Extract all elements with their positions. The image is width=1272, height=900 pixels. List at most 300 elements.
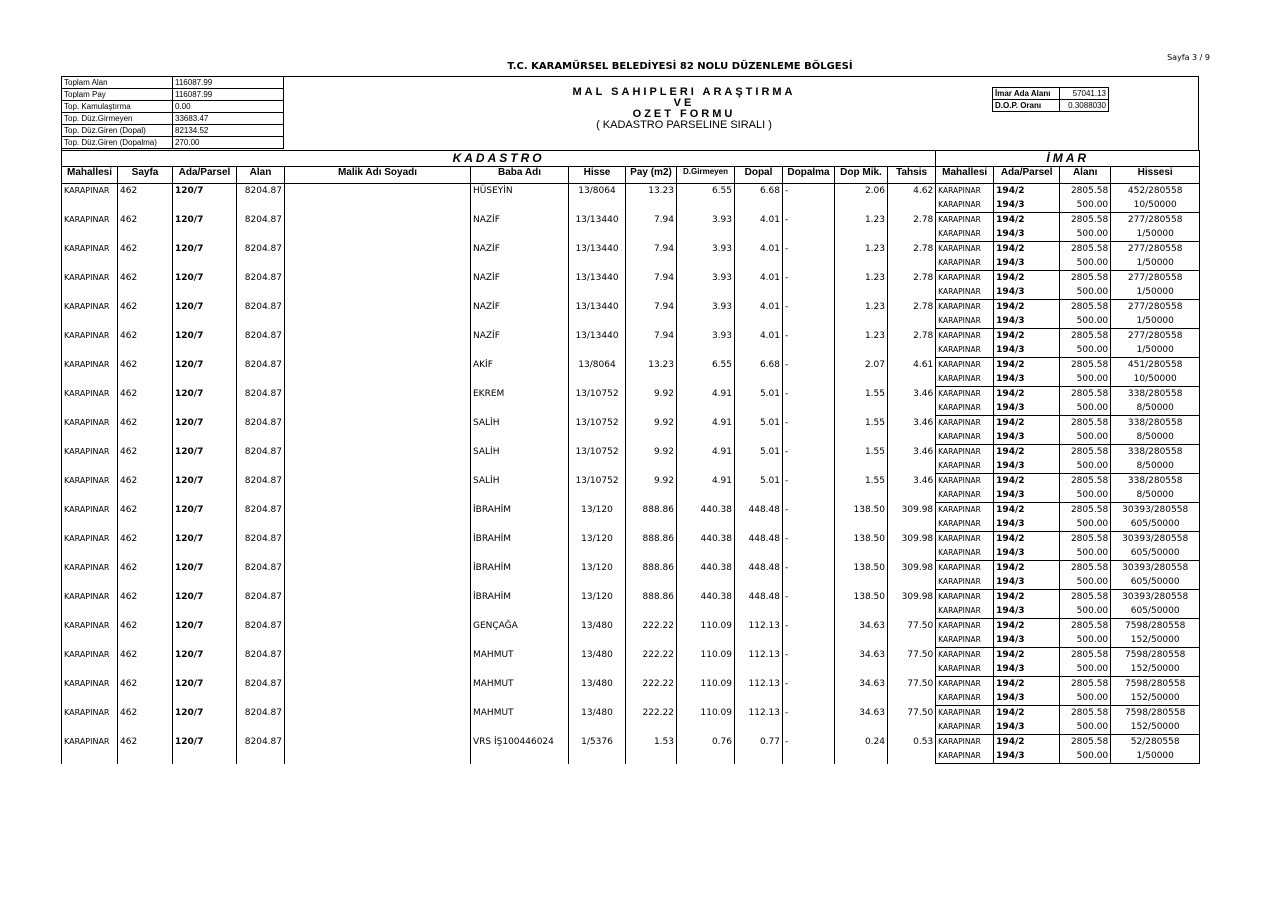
- cell-imar-mahallesi: KARAPINAR: [936, 401, 994, 416]
- cell-imar-hissesi: 152/50000: [1111, 691, 1200, 706]
- cell-imar-ada-parsel: 194/3: [994, 198, 1060, 213]
- cell-dopalma: -: [783, 271, 835, 300]
- cell-imar-alani: 2805.58: [1060, 706, 1111, 721]
- cell-imar-alani: 500.00: [1060, 314, 1111, 329]
- cell-imar-mahallesi: KARAPINAR: [936, 488, 994, 503]
- cell-mahallesi: KARAPINAR: [62, 387, 118, 416]
- cell-imar-alani: 500.00: [1060, 488, 1111, 503]
- cell-baba: SALİH: [471, 474, 569, 503]
- cell-imar-hissesi: 277/280558: [1111, 329, 1200, 344]
- cell-sayfa: 462: [118, 648, 173, 677]
- imar-info-box: [992, 87, 1109, 112]
- cell-dgirmeyen: 440.38: [677, 532, 735, 561]
- cell-imar-mahallesi: KARAPINAR: [936, 184, 994, 199]
- cell-sayfa: 462: [118, 271, 173, 300]
- cell-tahsis: 2.78: [888, 300, 936, 329]
- cell-imar-ada-parsel: 194/2: [994, 213, 1060, 228]
- cell-imar-ada-parsel: 194/2: [994, 677, 1060, 692]
- cell-dopalma: -: [783, 677, 835, 706]
- cell-imar-mahallesi: KARAPINAR: [936, 271, 994, 286]
- cell-imar-alani: 2805.58: [1060, 735, 1111, 750]
- cell-imar-ada-parsel: 194/3: [994, 604, 1060, 619]
- cell-dopal: 112.13: [735, 706, 783, 735]
- cell-imar-mahallesi: KARAPINAR: [936, 416, 994, 431]
- cell-ada-parsel: 120/7: [173, 503, 237, 532]
- cell-dopalma: -: [783, 503, 835, 532]
- summary-label: Top. Düz.Girmeyen: [62, 113, 173, 125]
- cell-imar-ada-parsel: 194/2: [994, 445, 1060, 460]
- cell-dgirmeyen: 3.93: [677, 329, 735, 358]
- cell-dgirmeyen: 440.38: [677, 503, 735, 532]
- cell-imar-ada-parsel: 194/2: [994, 561, 1060, 576]
- table-row: [62, 271, 1200, 286]
- table-row: [62, 358, 1200, 373]
- cell-imar-alani: 500.00: [1060, 691, 1111, 706]
- cell-dopmik: 34.63: [835, 648, 888, 677]
- cell-dgirmeyen: 3.93: [677, 213, 735, 242]
- table-row: [62, 474, 1200, 489]
- form-title: [284, 87, 1084, 131]
- cell-dopalma: -: [783, 735, 835, 764]
- cell-imar-ada-parsel: 194/3: [994, 749, 1060, 764]
- summary-label: Top. Düz.Giren (Dopalma): [62, 137, 173, 149]
- section-imar: İMAR: [936, 151, 1200, 167]
- cell-imar-ada-parsel: 194/3: [994, 256, 1060, 271]
- cell-sayfa: 462: [118, 561, 173, 590]
- cell-hisse: 13/10752: [569, 416, 626, 445]
- cell-pay: 222.22: [626, 706, 677, 735]
- cell-dopmik: 2.07: [835, 358, 888, 387]
- cell-imar-ada-parsel: 194/3: [994, 633, 1060, 648]
- cell-imar-alani: 2805.58: [1060, 561, 1111, 576]
- cell-baba: İBRAHİM: [471, 532, 569, 561]
- cell-malik: [285, 416, 471, 445]
- cell-imar-alani: 500.00: [1060, 343, 1111, 358]
- cell-sayfa: 462: [118, 329, 173, 358]
- cell-imar-alani: 2805.58: [1060, 213, 1111, 228]
- cell-pay: 13.23: [626, 184, 677, 213]
- cell-dopal: 5.01: [735, 474, 783, 503]
- cell-mahallesi: KARAPINAR: [62, 735, 118, 764]
- cell-pay: 7.94: [626, 271, 677, 300]
- cell-sayfa: 462: [118, 735, 173, 764]
- cell-dopal: 448.48: [735, 590, 783, 619]
- cell-alan: 8204.87: [237, 590, 285, 619]
- cell-hisse: 13/10752: [569, 387, 626, 416]
- cell-imar-hissesi: 7598/280558: [1111, 677, 1200, 692]
- cell-imar-mahallesi: KARAPINAR: [936, 633, 994, 648]
- page-number: Sayfa 3 / 9: [1167, 53, 1210, 62]
- cell-alan: 8204.87: [237, 561, 285, 590]
- cell-alan: 8204.87: [237, 329, 285, 358]
- cell-mahallesi: KARAPINAR: [62, 648, 118, 677]
- table-row: [62, 242, 1200, 257]
- cell-dgirmeyen: 110.09: [677, 706, 735, 735]
- cell-pay: 888.86: [626, 590, 677, 619]
- cell-imar-ada-parsel: 194/3: [994, 314, 1060, 329]
- cell-hisse: 13/8064: [569, 358, 626, 387]
- cell-imar-hissesi: 1/50000: [1111, 343, 1200, 358]
- table-row: [62, 648, 1200, 663]
- cell-imar-ada-parsel: 194/2: [994, 503, 1060, 518]
- table-row: [62, 416, 1200, 431]
- cell-imar-mahallesi: KARAPINAR: [936, 517, 994, 532]
- cell-imar-alani: 2805.58: [1060, 445, 1111, 460]
- summary-row: [62, 77, 284, 89]
- cell-mahallesi: KARAPINAR: [62, 358, 118, 387]
- cell-dopal: 4.01: [735, 213, 783, 242]
- col-imar-alani: Alanı: [1060, 167, 1111, 184]
- cell-baba: SALİH: [471, 416, 569, 445]
- cell-imar-ada-parsel: 194/2: [994, 590, 1060, 605]
- cell-hisse: 13/13440: [569, 213, 626, 242]
- cell-tahsis: 309.98: [888, 532, 936, 561]
- cell-imar-ada-parsel: 194/3: [994, 662, 1060, 677]
- cell-malik: [285, 329, 471, 358]
- cell-imar-hissesi: 8/50000: [1111, 488, 1200, 503]
- cell-imar-ada-parsel: 194/3: [994, 343, 1060, 358]
- cell-dgirmeyen: 4.91: [677, 387, 735, 416]
- cell-imar-hissesi: 277/280558: [1111, 213, 1200, 228]
- cell-imar-hissesi: 277/280558: [1111, 242, 1200, 257]
- cell-ada-parsel: 120/7: [173, 590, 237, 619]
- cell-baba: NAZİF: [471, 242, 569, 271]
- col-dopalma: Dopalma: [783, 167, 835, 184]
- cell-imar-hissesi: 1/50000: [1111, 256, 1200, 271]
- cell-imar-alani: 500.00: [1060, 575, 1111, 590]
- cell-dgirmeyen: 440.38: [677, 561, 735, 590]
- cell-imar-mahallesi: KARAPINAR: [936, 300, 994, 315]
- cell-ada-parsel: 120/7: [173, 329, 237, 358]
- table-row: [62, 445, 1200, 460]
- cell-dgirmeyen: 110.09: [677, 619, 735, 648]
- cell-tahsis: 2.78: [888, 213, 936, 242]
- cell-hisse: 13/10752: [569, 445, 626, 474]
- cell-imar-alani: 500.00: [1060, 546, 1111, 561]
- cell-alan: 8204.87: [237, 532, 285, 561]
- cell-imar-mahallesi: KARAPINAR: [936, 242, 994, 257]
- cell-imar-hissesi: 30393/280558: [1111, 503, 1200, 518]
- summary-value: 116087.99: [173, 77, 284, 89]
- cell-dopalma: -: [783, 242, 835, 271]
- cell-imar-hissesi: 1/50000: [1111, 749, 1200, 764]
- cell-dopmik: 138.50: [835, 503, 888, 532]
- cell-dopmik: 1.23: [835, 213, 888, 242]
- cell-dopal: 448.48: [735, 503, 783, 532]
- col-imar-hissesi: Hissesi: [1111, 167, 1200, 184]
- cell-imar-ada-parsel: 194/3: [994, 372, 1060, 387]
- cell-imar-alani: 500.00: [1060, 227, 1111, 242]
- section-header-row: [62, 151, 1200, 167]
- cell-imar-mahallesi: KARAPINAR: [936, 648, 994, 663]
- cell-imar-ada-parsel: 194/2: [994, 271, 1060, 286]
- col-baba: Baba Adı: [471, 167, 569, 184]
- cell-ada-parsel: 120/7: [173, 474, 237, 503]
- cell-dgirmeyen: 3.93: [677, 242, 735, 271]
- table-row: [62, 706, 1200, 721]
- cell-dgirmeyen: 440.38: [677, 590, 735, 619]
- summary-label: Toplam Alan: [62, 77, 173, 89]
- cell-imar-hissesi: 605/50000: [1111, 546, 1200, 561]
- cell-malik: [285, 648, 471, 677]
- cell-imar-ada-parsel: 194/3: [994, 575, 1060, 590]
- dop-orani-value: 0.3088030: [1060, 100, 1109, 112]
- cell-imar-hissesi: 338/280558: [1111, 474, 1200, 489]
- cell-dopal: 5.01: [735, 416, 783, 445]
- table-row: [62, 735, 1200, 750]
- cell-imar-ada-parsel: 194/2: [994, 416, 1060, 431]
- cell-dgirmeyen: 6.55: [677, 184, 735, 213]
- cell-imar-alani: 500.00: [1060, 430, 1111, 445]
- table-row: [62, 532, 1200, 547]
- cell-ada-parsel: 120/7: [173, 735, 237, 764]
- cell-baba: EKREM: [471, 387, 569, 416]
- cell-pay: 888.86: [626, 532, 677, 561]
- cell-imar-alani: 500.00: [1060, 662, 1111, 677]
- cell-imar-hissesi: 277/280558: [1111, 271, 1200, 286]
- cell-tahsis: 77.50: [888, 706, 936, 735]
- cell-tahsis: 77.50: [888, 648, 936, 677]
- cell-imar-ada-parsel: 194/3: [994, 488, 1060, 503]
- cell-baba: İBRAHİM: [471, 503, 569, 532]
- cell-pay: 888.86: [626, 561, 677, 590]
- cell-alan: 8204.87: [237, 474, 285, 503]
- cell-pay: 9.92: [626, 387, 677, 416]
- cell-hisse: 13/13440: [569, 271, 626, 300]
- cell-imar-hissesi: 451/280558: [1111, 358, 1200, 373]
- cell-dopalma: -: [783, 474, 835, 503]
- cell-pay: 9.92: [626, 416, 677, 445]
- cell-malik: [285, 590, 471, 619]
- cell-tahsis: 0.53: [888, 735, 936, 764]
- cell-mahallesi: KARAPINAR: [62, 677, 118, 706]
- cell-imar-mahallesi: KARAPINAR: [936, 677, 994, 692]
- cell-imar-ada-parsel: 194/3: [994, 285, 1060, 300]
- cell-baba: GENÇAĞA: [471, 619, 569, 648]
- summary-table: [62, 77, 284, 149]
- form-title-line4: ( KADASTRO PARSELINE SIRALI ): [596, 119, 772, 131]
- cell-mahallesi: KARAPINAR: [62, 184, 118, 213]
- cell-pay: 13.23: [626, 358, 677, 387]
- cell-tahsis: 77.50: [888, 619, 936, 648]
- table-row: [62, 184, 1200, 199]
- cell-malik: [285, 300, 471, 329]
- cell-imar-hissesi: 152/50000: [1111, 720, 1200, 735]
- cell-sayfa: 462: [118, 503, 173, 532]
- cell-baba: NAZİF: [471, 271, 569, 300]
- cell-imar-hissesi: 452/280558: [1111, 184, 1200, 199]
- cell-dopal: 5.01: [735, 387, 783, 416]
- cell-dopmik: 34.63: [835, 677, 888, 706]
- cell-imar-hissesi: 338/280558: [1111, 387, 1200, 402]
- cell-alan: 8204.87: [237, 213, 285, 242]
- cell-malik: [285, 242, 471, 271]
- cell-imar-hissesi: 338/280558: [1111, 416, 1200, 431]
- cell-dopal: 112.13: [735, 677, 783, 706]
- cell-alan: 8204.87: [237, 445, 285, 474]
- cell-tahsis: 3.46: [888, 445, 936, 474]
- cell-imar-mahallesi: KARAPINAR: [936, 387, 994, 402]
- cell-imar-mahallesi: KARAPINAR: [936, 445, 994, 460]
- cell-hisse: 13/120: [569, 532, 626, 561]
- cell-imar-mahallesi: KARAPINAR: [936, 575, 994, 590]
- cell-imar-mahallesi: KARAPINAR: [936, 227, 994, 242]
- cell-hisse: 13/13440: [569, 242, 626, 271]
- cell-tahsis: 4.61: [888, 358, 936, 387]
- cell-imar-hissesi: 8/50000: [1111, 401, 1200, 416]
- cell-tahsis: 2.78: [888, 242, 936, 271]
- cell-dopal: 448.48: [735, 532, 783, 561]
- cell-imar-mahallesi: KARAPINAR: [936, 285, 994, 300]
- cell-hisse: 13/120: [569, 590, 626, 619]
- dop-orani-label: D.O.P. Oranı: [993, 100, 1060, 112]
- cell-tahsis: 2.78: [888, 329, 936, 358]
- cell-pay: 888.86: [626, 503, 677, 532]
- cell-dopmik: 1.55: [835, 445, 888, 474]
- section-kadastro: KADASTRO: [62, 151, 936, 167]
- cell-imar-ada-parsel: 194/3: [994, 517, 1060, 532]
- cell-mahallesi: KARAPINAR: [62, 445, 118, 474]
- cell-tahsis: 309.98: [888, 503, 936, 532]
- cell-tahsis: 3.46: [888, 416, 936, 445]
- cell-sayfa: 462: [118, 242, 173, 271]
- col-mahallesi: Mahallesi: [62, 167, 118, 184]
- cell-imar-mahallesi: KARAPINAR: [936, 329, 994, 344]
- cell-malik: [285, 184, 471, 213]
- summary-value: 116087.99: [173, 89, 284, 101]
- cell-dopmik: 1.55: [835, 387, 888, 416]
- cell-malik: [285, 532, 471, 561]
- cell-imar-ada-parsel: 194/2: [994, 329, 1060, 344]
- cell-malik: [285, 474, 471, 503]
- summary-row: [62, 89, 284, 101]
- cell-dopmik: 1.23: [835, 329, 888, 358]
- cell-imar-alani: 2805.58: [1060, 503, 1111, 518]
- cell-baba: NAZİF: [471, 300, 569, 329]
- cell-ada-parsel: 120/7: [173, 271, 237, 300]
- cell-tahsis: 2.78: [888, 271, 936, 300]
- cell-imar-ada-parsel: 194/3: [994, 720, 1060, 735]
- cell-dopmik: 1.23: [835, 300, 888, 329]
- table-row: [62, 329, 1200, 344]
- column-header-row: [62, 167, 1200, 184]
- cell-tahsis: 4.62: [888, 184, 936, 213]
- cell-imar-mahallesi: KARAPINAR: [936, 662, 994, 677]
- cell-ada-parsel: 120/7: [173, 242, 237, 271]
- cell-imar-ada-parsel: 194/2: [994, 532, 1060, 547]
- cell-imar-mahallesi: KARAPINAR: [936, 256, 994, 271]
- cell-alan: 8204.87: [237, 619, 285, 648]
- summary-value: 33683.47: [173, 113, 284, 125]
- summary-row: [62, 113, 284, 125]
- cell-sayfa: 462: [118, 184, 173, 213]
- parcel-table: [61, 150, 1200, 764]
- cell-imar-alani: 500.00: [1060, 517, 1111, 532]
- cell-imar-hissesi: 10/50000: [1111, 372, 1200, 387]
- cell-dopmik: 1.23: [835, 271, 888, 300]
- cell-malik: [285, 503, 471, 532]
- cell-ada-parsel: 120/7: [173, 648, 237, 677]
- cell-imar-alani: 2805.58: [1060, 358, 1111, 373]
- cell-dopal: 4.01: [735, 242, 783, 271]
- table-row: [62, 503, 1200, 518]
- cell-hisse: 13/480: [569, 648, 626, 677]
- cell-imar-mahallesi: KARAPINAR: [936, 706, 994, 721]
- cell-imar-alani: 500.00: [1060, 633, 1111, 648]
- cell-mahallesi: KARAPINAR: [62, 503, 118, 532]
- cell-dopmik: 0.24: [835, 735, 888, 764]
- cell-alan: 8204.87: [237, 242, 285, 271]
- cell-dgirmeyen: 6.55: [677, 358, 735, 387]
- cell-sayfa: 462: [118, 416, 173, 445]
- cell-hisse: 13/13440: [569, 300, 626, 329]
- cell-alan: 8204.87: [237, 184, 285, 213]
- cell-imar-alani: 2805.58: [1060, 271, 1111, 286]
- summary-value: 270.00: [173, 137, 284, 149]
- cell-baba: HÜSEYİN: [471, 184, 569, 213]
- cell-imar-ada-parsel: 194/2: [994, 706, 1060, 721]
- cell-hisse: 13/13440: [569, 329, 626, 358]
- cell-imar-hissesi: 605/50000: [1111, 575, 1200, 590]
- cell-mahallesi: KARAPINAR: [62, 271, 118, 300]
- cell-malik: [285, 561, 471, 590]
- cell-alan: 8204.87: [237, 648, 285, 677]
- cell-alan: 8204.87: [237, 387, 285, 416]
- summary-row: [62, 137, 284, 149]
- cell-malik: [285, 619, 471, 648]
- cell-pay: 9.92: [626, 445, 677, 474]
- cell-ada-parsel: 120/7: [173, 677, 237, 706]
- cell-imar-hissesi: 152/50000: [1111, 633, 1200, 648]
- cell-imar-ada-parsel: 194/2: [994, 358, 1060, 373]
- table-row: [62, 677, 1200, 692]
- col-pay: Pay (m2): [626, 167, 677, 184]
- cell-mahallesi: KARAPINAR: [62, 242, 118, 271]
- cell-ada-parsel: 120/7: [173, 416, 237, 445]
- cell-dopmik: 34.63: [835, 619, 888, 648]
- cell-mahallesi: KARAPINAR: [62, 590, 118, 619]
- cell-dopalma: -: [783, 387, 835, 416]
- cell-imar-ada-parsel: 194/2: [994, 619, 1060, 634]
- cell-dopalma: -: [783, 590, 835, 619]
- cell-dopal: 112.13: [735, 648, 783, 677]
- cell-hisse: 1/5376: [569, 735, 626, 764]
- cell-malik: [285, 271, 471, 300]
- table-row: [62, 561, 1200, 576]
- cell-imar-mahallesi: KARAPINAR: [936, 358, 994, 373]
- cell-dopalma: -: [783, 329, 835, 358]
- cell-sayfa: 462: [118, 706, 173, 735]
- cell-mahallesi: KARAPINAR: [62, 532, 118, 561]
- cell-imar-alani: 2805.58: [1060, 242, 1111, 257]
- summary-label: Top. Kamulaştırma: [62, 101, 173, 113]
- cell-imar-hissesi: 7598/280558: [1111, 706, 1200, 721]
- cell-imar-alani: 2805.58: [1060, 184, 1111, 199]
- cell-baba: İBRAHİM: [471, 590, 569, 619]
- cell-pay: 9.92: [626, 474, 677, 503]
- cell-imar-mahallesi: KARAPINAR: [936, 474, 994, 489]
- cell-malik: [285, 735, 471, 764]
- cell-imar-hissesi: 7598/280558: [1111, 619, 1200, 634]
- cell-imar-alani: 2805.58: [1060, 300, 1111, 315]
- cell-imar-mahallesi: KARAPINAR: [936, 735, 994, 750]
- cell-imar-mahallesi: KARAPINAR: [936, 561, 994, 576]
- cell-imar-hissesi: 1/50000: [1111, 227, 1200, 242]
- cell-baba: NAZİF: [471, 213, 569, 242]
- cell-dopal: 4.01: [735, 271, 783, 300]
- cell-imar-ada-parsel: 194/2: [994, 184, 1060, 199]
- cell-baba: VRS İŞ100446024: [471, 735, 569, 764]
